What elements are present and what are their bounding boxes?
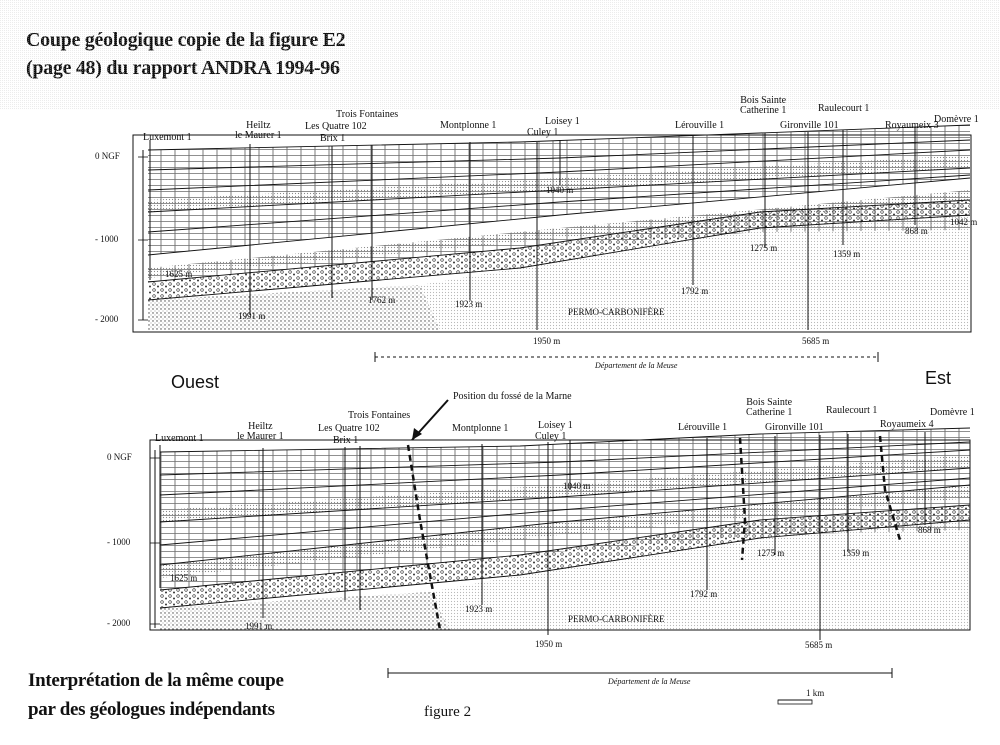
top-axis-2000: - 2000: [95, 314, 119, 324]
top-axis-1000: - 1000: [95, 234, 119, 244]
bottom-dept-label: Département de la Meuse: [608, 677, 691, 686]
top-well-domevre: Domèvre 1: [934, 114, 979, 125]
bottom-well-brix: Brix 1: [333, 435, 359, 446]
top-depth-1625: 1625 m: [165, 269, 193, 279]
top-depth-1923: 1923 m: [455, 299, 483, 309]
top-well-culey: Culey 1: [527, 127, 559, 138]
top-well-luxemont: Luxemont 1: [143, 132, 192, 143]
bottom-permo-label: PERMO-CARBONIFÈRE: [568, 614, 665, 624]
bottom-depth-1991: 1991 m: [245, 621, 273, 631]
bottom-depth-1359: 1359 m: [842, 548, 870, 558]
bottom-well-raulecourt: Raulecourt 1: [826, 405, 878, 416]
top-well-montplonne: Montplonne 1: [440, 120, 497, 131]
title-line-1: Coupe géologique copie de la figure E2: [26, 29, 346, 51]
bottom-axis-zero: 0 NGF: [107, 452, 132, 462]
top-well-loisey: Loisey 1: [545, 116, 580, 127]
top-well-brix: Brix 1: [320, 133, 346, 144]
bottom-well-les-quatre: Les Quatre 102: [318, 423, 380, 434]
top-well-lerouville: Lérouville 1: [675, 120, 725, 131]
top-depth-868: 868 m: [905, 226, 928, 236]
west-label: Ouest: [171, 372, 220, 392]
bottom-depth-1792: 1792 m: [690, 589, 718, 599]
top-well-heiltz: Heiltz le Maurer 1: [235, 120, 282, 141]
top-well-raulecourt: Raulecourt 1: [818, 103, 870, 114]
figure-label: figure 2: [424, 704, 472, 720]
bottom-well-trois-fontaines: Trois Fontaines: [348, 410, 411, 421]
top-depth-5685: 5685 m: [802, 336, 830, 346]
bottom-axis-1000: - 1000: [107, 537, 131, 547]
top-axis-zero: 0 NGF: [95, 151, 120, 161]
top-depth-1762: 1762 m: [368, 295, 396, 305]
east-label: Est: [925, 368, 952, 388]
bottom-depth-1275: 1275 m: [757, 548, 785, 558]
top-well-trois-fontaines: Trois Fontaines: [336, 109, 399, 120]
bottom-well-domevre: Domèvre 1: [930, 407, 975, 418]
top-depth-1950: 1950 m: [533, 336, 561, 346]
caption-line-1: Interprétation de la même coupe: [28, 670, 284, 691]
bottom-well-luxemont: Luxemont 1: [155, 433, 204, 444]
fault-note: Position du fossé de la Marne: [453, 391, 572, 402]
bottom-depth-868: 868 m: [918, 525, 941, 535]
title-line-2: (page 48) du rapport ANDRA 1994-96: [26, 57, 340, 79]
bottom-well-loisey: Loisey 1: [538, 420, 573, 431]
bottom-well-culey: Culey 1: [535, 431, 567, 442]
top-dept-label: Département de la Meuse: [595, 361, 678, 370]
bottom-well-royaumeix: Royaumeix 4: [880, 419, 934, 430]
caption-line-2: par des géologues indépendants: [28, 699, 275, 720]
top-well-les-quatre: Les Quatre 102: [305, 121, 367, 132]
top-well-royaumeix: Royaumeix 3: [885, 120, 939, 131]
top-section: [133, 125, 971, 362]
bottom-well-gironville: Gironville 101: [765, 422, 824, 433]
bottom-depth-1923: 1923 m: [465, 604, 493, 614]
top-depth-1359: 1359 m: [833, 249, 861, 259]
bottom-depth-1625: 1625 m: [170, 573, 198, 583]
bottom-axis-2000: - 2000: [107, 618, 131, 628]
top-depth-1275: 1275 m: [750, 243, 778, 253]
bottom-well-montplonne: Montplonne 1: [452, 423, 509, 434]
top-permo-label: PERMO-CARBONIFÈRE: [568, 307, 665, 317]
bottom-depth-5685: 5685 m: [805, 640, 833, 650]
km-scale-label: 1 km: [806, 688, 825, 698]
top-depth-1040: 1040 m: [546, 185, 574, 195]
bottom-well-lerouville: Lérouville 1: [678, 422, 728, 433]
bottom-depth-1040: 1040 m: [563, 481, 591, 491]
top-depth-1042: 1042 m: [950, 217, 978, 227]
bottom-depth-1950: 1950 m: [535, 639, 563, 649]
top-well-gironville: Gironville 101: [780, 120, 839, 131]
bottom-well-bois-sainte: Bois Sainte Catherine 1: [746, 397, 793, 418]
bottom-well-heiltz: Heiltz le Maurer 1: [237, 421, 284, 442]
top-depth-1991: 1991 m: [238, 311, 266, 321]
top-depth-1792: 1792 m: [681, 286, 709, 296]
top-well-bois-sainte: Bois Sainte Catherine 1: [740, 95, 787, 116]
